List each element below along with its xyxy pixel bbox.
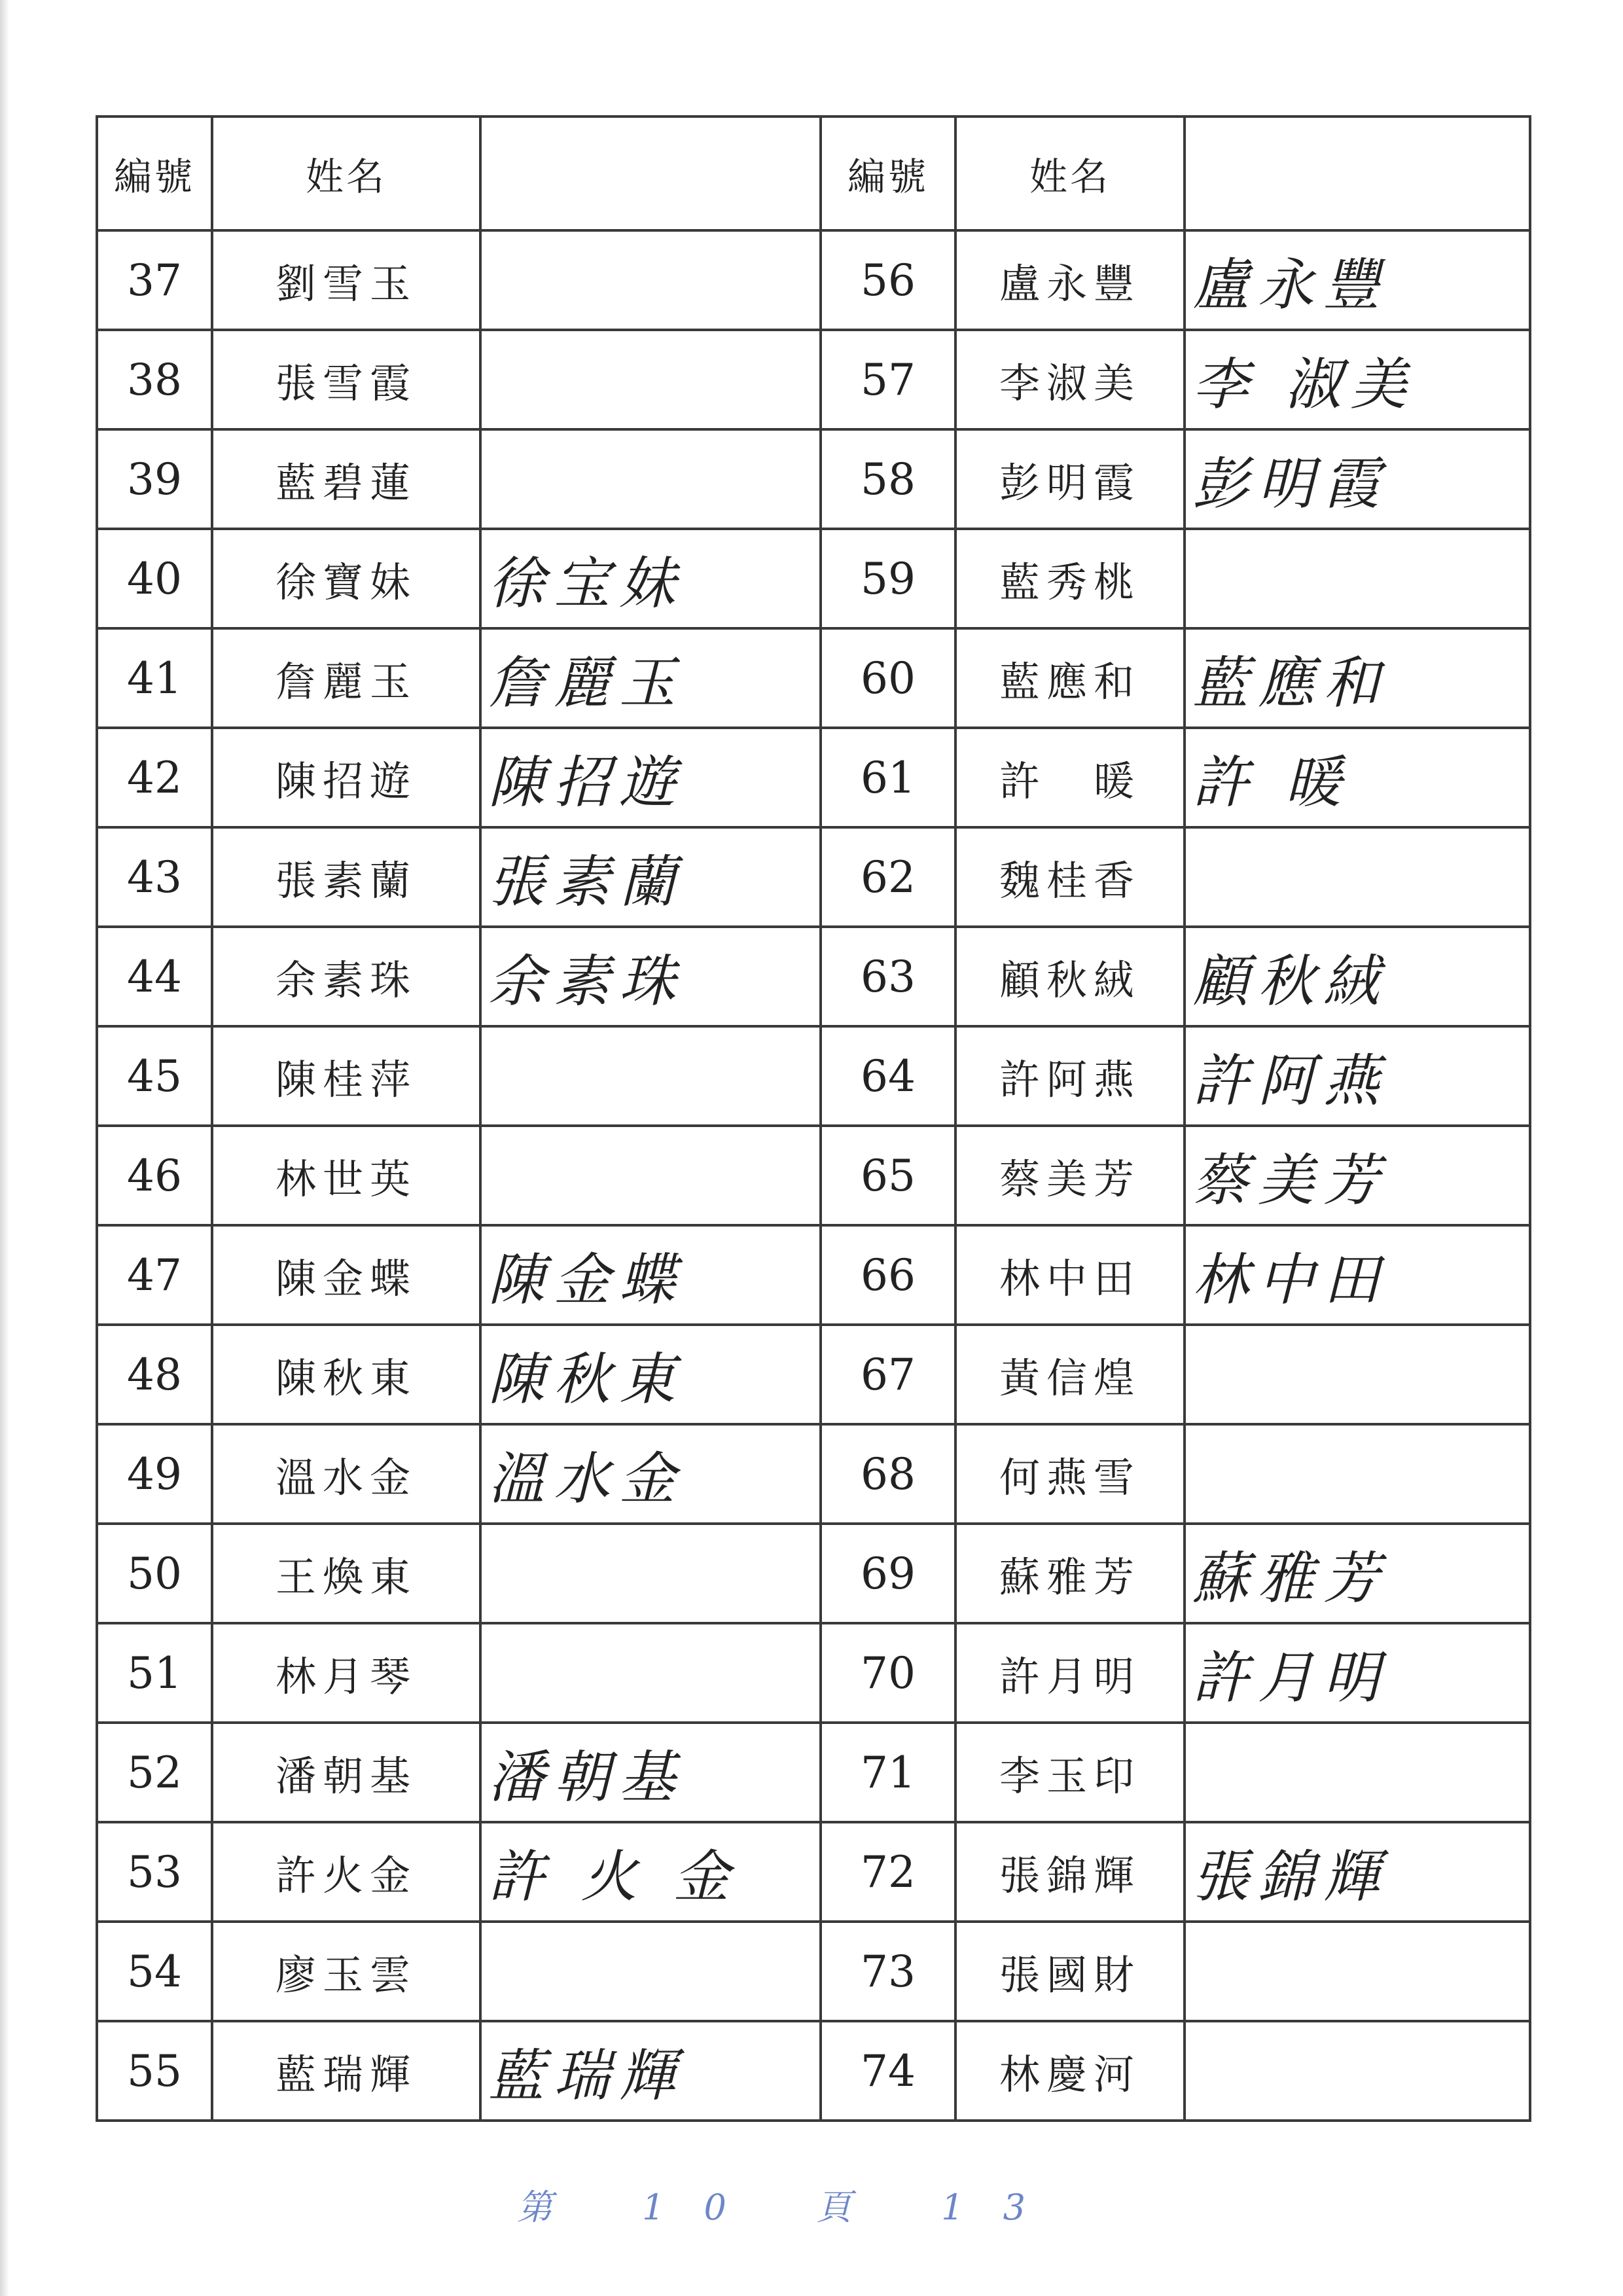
row-name: 詹麗玉 — [212, 628, 480, 728]
row-number-right: 60 — [821, 628, 955, 728]
row-signature — [480, 1524, 821, 1623]
row-name: 徐寶妹 — [212, 529, 480, 628]
row-signature: 許 火 金 — [480, 1822, 821, 1922]
row-signature — [480, 1126, 821, 1225]
row-name-right: 李玉印 — [955, 1723, 1185, 1822]
table-row — [97, 1524, 1530, 1623]
row-signature: 藍瑞輝 — [480, 2021, 821, 2121]
row-number-right: 61 — [821, 728, 955, 827]
row-number: 44 — [97, 927, 212, 1026]
table-row — [97, 230, 1530, 330]
row-signature-right — [1185, 1424, 1530, 1524]
table-row — [97, 1922, 1530, 2021]
row-number: 47 — [97, 1225, 212, 1325]
row-number-right: 57 — [821, 330, 955, 429]
sign-in-roster-table — [96, 115, 1531, 2122]
row-signature-right: 許月明 — [1185, 1623, 1530, 1723]
row-name: 廖玉雲 — [212, 1922, 480, 2021]
row-number-right: 70 — [821, 1623, 955, 1723]
table-row — [97, 1623, 1530, 1723]
row-name: 陳招遊 — [212, 728, 480, 827]
row-number-right: 63 — [821, 927, 955, 1026]
row-signature: 陳秋東 — [480, 1325, 821, 1424]
row-name-right: 顧秋絨 — [955, 927, 1185, 1026]
row-number-right: 66 — [821, 1225, 955, 1325]
row-number-right: 65 — [821, 1126, 955, 1225]
row-number: 46 — [97, 1126, 212, 1225]
row-name-right: 彭明霞 — [955, 429, 1185, 529]
row-name: 藍瑞輝 — [212, 2021, 480, 2121]
row-name-right: 黃信煌 — [955, 1325, 1185, 1424]
table-row — [97, 1325, 1530, 1424]
row-name: 溫水金 — [212, 1424, 480, 1524]
header-name: 姓名 — [212, 117, 480, 230]
row-signature — [480, 230, 821, 330]
row-signature-right: 顧秋絨 — [1185, 927, 1530, 1026]
row-number-right: 58 — [821, 429, 955, 529]
row-signature: 詹麗玉 — [480, 628, 821, 728]
table-row — [97, 1822, 1530, 1922]
row-name: 林月琴 — [212, 1623, 480, 1723]
row-name-right: 張錦輝 — [955, 1822, 1185, 1922]
row-signature-right — [1185, 2021, 1530, 2121]
header-signature — [480, 117, 821, 230]
row-number-right: 56 — [821, 230, 955, 330]
row-signature-right: 盧永豐 — [1185, 230, 1530, 330]
row-name-right: 許阿燕 — [955, 1026, 1185, 1126]
row-name-right: 林慶河 — [955, 2021, 1185, 2121]
row-name-right: 藍秀桃 — [955, 529, 1185, 628]
header-signature-right — [1185, 117, 1530, 230]
row-name-right: 張國財 — [955, 1922, 1185, 2021]
row-signature — [480, 330, 821, 429]
row-number: 37 — [97, 230, 212, 330]
row-number: 42 — [97, 728, 212, 827]
row-number: 39 — [97, 429, 212, 529]
row-name: 劉雪玉 — [212, 230, 480, 330]
table-row — [97, 1026, 1530, 1126]
table-row — [97, 529, 1530, 628]
row-number-right: 59 — [821, 529, 955, 628]
row-signature: 潘朝基 — [480, 1723, 821, 1822]
row-signature — [480, 429, 821, 529]
table-row — [97, 1225, 1530, 1325]
row-name-right: 盧永豐 — [955, 230, 1185, 330]
row-name: 張素蘭 — [212, 827, 480, 927]
row-signature-right — [1185, 1723, 1530, 1822]
row-signature: 張素蘭 — [480, 827, 821, 927]
row-name-right: 蘇雅芳 — [955, 1524, 1185, 1623]
table-row — [97, 1424, 1530, 1524]
table-row — [97, 728, 1530, 827]
row-number: 49 — [97, 1424, 212, 1524]
table-row — [97, 628, 1530, 728]
table-row — [97, 927, 1530, 1026]
row-signature — [480, 1026, 821, 1126]
row-name: 余素珠 — [212, 927, 480, 1026]
header-number-right: 編號 — [821, 117, 955, 230]
row-signature — [480, 1623, 821, 1723]
row-signature-right: 李 淑美 — [1185, 330, 1530, 429]
row-signature-right: 張錦輝 — [1185, 1822, 1530, 1922]
row-number-right: 62 — [821, 827, 955, 927]
row-name-right: 何燕雪 — [955, 1424, 1185, 1524]
row-name-right: 蔡美芳 — [955, 1126, 1185, 1225]
row-number-right: 64 — [821, 1026, 955, 1126]
row-number: 40 — [97, 529, 212, 628]
row-number-right: 67 — [821, 1325, 955, 1424]
handwritten-page-note: 第 10 頁 13 — [517, 2187, 1065, 2228]
row-signature-right: 林中田 — [1185, 1225, 1530, 1325]
table-row — [97, 1723, 1530, 1822]
row-number: 43 — [97, 827, 212, 927]
row-name-right: 魏桂香 — [955, 827, 1185, 927]
row-signature-right: 許 暖 — [1185, 728, 1530, 827]
row-signature — [480, 1922, 821, 2021]
row-signature-right: 藍應和 — [1185, 628, 1530, 728]
row-signature-right: 蔡美芳 — [1185, 1126, 1530, 1225]
row-number: 55 — [97, 2021, 212, 2121]
row-number-right: 69 — [821, 1524, 955, 1623]
header-row — [97, 117, 1530, 230]
row-signature-right — [1185, 1922, 1530, 2021]
row-name-right: 李淑美 — [955, 330, 1185, 429]
row-number-right: 68 — [821, 1424, 955, 1524]
row-name: 林世英 — [212, 1126, 480, 1225]
row-signature-right: 彭明霞 — [1185, 429, 1530, 529]
row-signature-right — [1185, 827, 1530, 927]
table-row — [97, 2021, 1530, 2121]
row-name: 張雪霞 — [212, 330, 480, 429]
row-name: 陳秋東 — [212, 1325, 480, 1424]
header-number: 編號 — [97, 117, 212, 230]
row-signature: 陳招遊 — [480, 728, 821, 827]
row-name: 許火金 — [212, 1822, 480, 1922]
row-number: 50 — [97, 1524, 212, 1623]
row-name-right: 林中田 — [955, 1225, 1185, 1325]
table-row — [97, 330, 1530, 429]
row-number: 53 — [97, 1822, 212, 1922]
row-name: 陳桂萍 — [212, 1026, 480, 1126]
row-signature-right: 蘇雅芳 — [1185, 1524, 1530, 1623]
table-row — [97, 1126, 1530, 1225]
row-name-right: 許月明 — [955, 1623, 1185, 1723]
row-number-right: 73 — [821, 1922, 955, 2021]
row-number: 41 — [97, 628, 212, 728]
row-name: 陳金蝶 — [212, 1225, 480, 1325]
row-signature: 溫水金 — [480, 1424, 821, 1524]
row-name-right: 藍應和 — [955, 628, 1185, 728]
row-signature-right — [1185, 1325, 1530, 1424]
row-signature-right: 許阿燕 — [1185, 1026, 1530, 1126]
table-row — [97, 827, 1530, 927]
row-signature: 陳金蝶 — [480, 1225, 821, 1325]
row-number-right: 72 — [821, 1822, 955, 1922]
row-number: 48 — [97, 1325, 212, 1424]
row-number: 45 — [97, 1026, 212, 1126]
row-name: 潘朝基 — [212, 1723, 480, 1822]
row-signature: 余素珠 — [480, 927, 821, 1026]
scan-edge-shadow — [0, 0, 9, 2296]
row-signature: 徐宝妹 — [480, 529, 821, 628]
table-row — [97, 429, 1530, 529]
row-name: 王煥東 — [212, 1524, 480, 1623]
header-name-right: 姓名 — [955, 117, 1185, 230]
row-number-right: 74 — [821, 2021, 955, 2121]
row-signature-right — [1185, 529, 1530, 628]
row-name-right: 許 暖 — [955, 728, 1185, 827]
row-name: 藍碧蓮 — [212, 429, 480, 529]
row-number: 52 — [97, 1723, 212, 1822]
row-number-right: 71 — [821, 1723, 955, 1822]
row-number: 54 — [97, 1922, 212, 2021]
row-number: 51 — [97, 1623, 212, 1723]
row-number: 38 — [97, 330, 212, 429]
